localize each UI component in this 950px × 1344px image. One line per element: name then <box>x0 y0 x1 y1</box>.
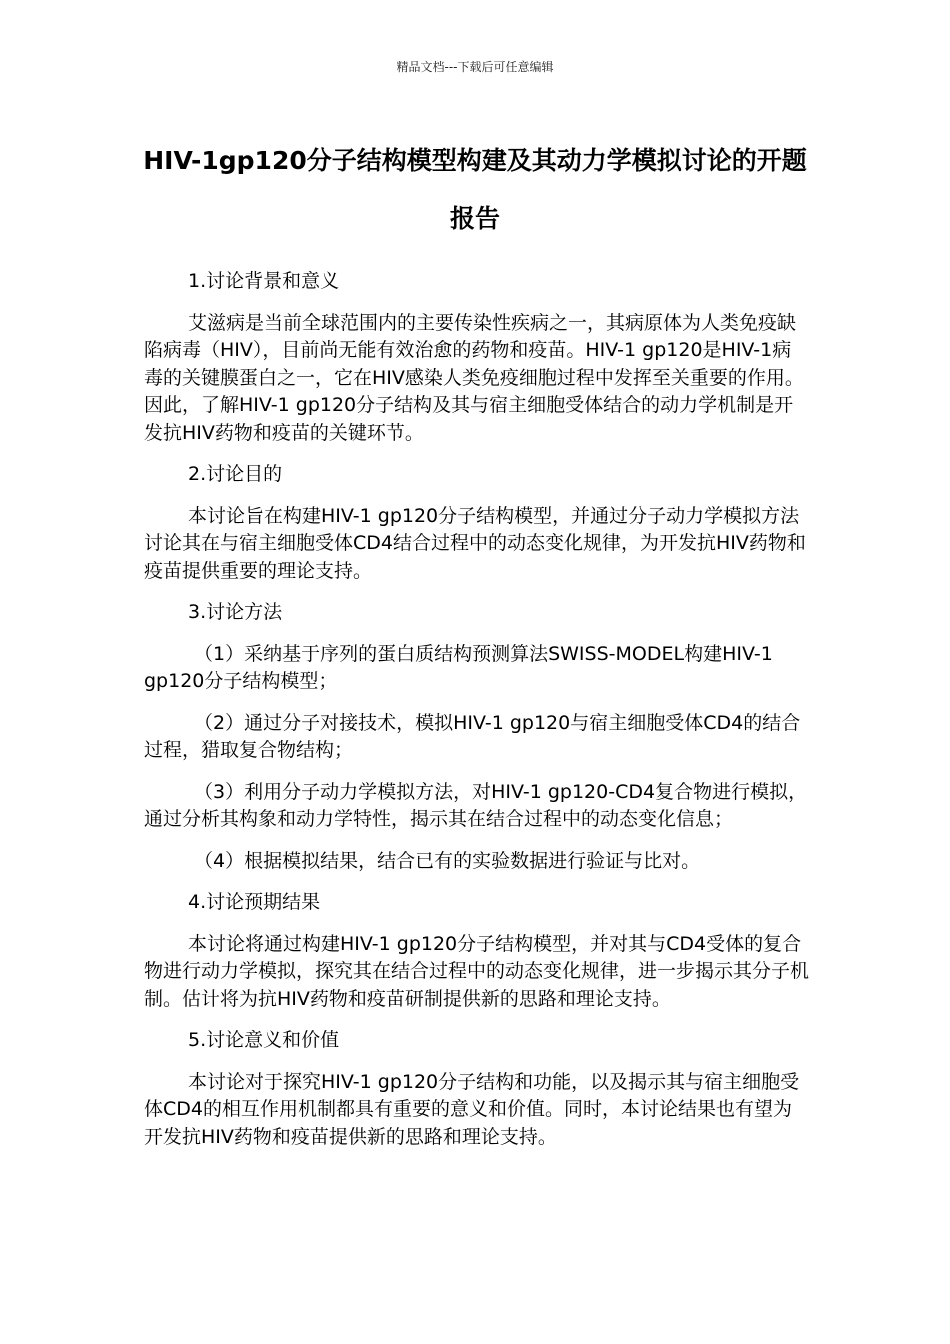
header-note: 精品文档---下载后可任意编辑 <box>396 60 554 74</box>
method-step-3: （3）利用分子动力学模拟方法，对HIV-1 gp120-CD4复合物进行模拟，通过分析其构象和动力学特性，揭示其在结合过程中的动态变化信息； <box>144 780 808 830</box>
section-paragraph-background: 艾滋病是当前全球范围内的主要传染性疾病之一，其病原体为人类免疫缺陷病毒（HIV），目前尚无能有效治愈的药物和疫苗。HIV-1 gp120是HIV-1病毒的关键膜蛋白之一，它在HIV感染人类免疫细胞过程中发挥至关重要的作用。因此，了解HIV-1 gp120分子结构及其与宿主细胞受体结合的动力学机制是开发抗HIV药物和疫苗的关键环节。 <box>144 311 804 444</box>
section-paragraph-expected-results: 本讨论将通过构建HIV-1 gp120分子结构模型，并对其与CD4受体的复合物进行动力学模拟，探究其在结合过程中的动态变化规律，进一步揭示其分子机制。估计将为抗HIV药物和疫苗研制提供新的思路和理论支持。 <box>144 932 810 1010</box>
method-step-4: （4）根据模拟结果，结合已有的实验数据进行验证与比对。 <box>194 849 701 872</box>
section-heading-purpose: 2.讨论目的 <box>188 463 283 485</box>
document-title: HIV-1gp120分子结构模型构建及其动力学模拟讨论的开题报告 <box>143 146 807 233</box>
section-paragraph-significance: 本讨论对于探究HIV-1 gp120分子结构和功能，以及揭示其与宿主细胞受体CD4的相互作用机制都具有重要的意义和价值。同时，本讨论结果也有望为开发抗HIV药物和疫苗提供新的思路和理论支持。 <box>144 1070 800 1148</box>
section-heading-significance: 5.讨论意义和价值 <box>188 1029 340 1051</box>
section-heading-expected-results: 4.讨论预期结果 <box>188 891 321 913</box>
section-heading-methods: 3.讨论方法 <box>188 601 283 623</box>
method-step-2: （2）通过分子对接技术，模拟HIV-1 gp120与宿主细胞受体CD4的结合过程，猎取复合物结构； <box>144 711 801 761</box>
method-step-1: （1）采纳基于序列的蛋白质结构预测算法SWISS-MODEL构建HIV-1 gp120分子结构模型； <box>144 642 773 692</box>
section-heading-background: 1.讨论背景和意义 <box>188 270 340 292</box>
section-paragraph-purpose: 本讨论旨在构建HIV-1 gp120分子结构模型，并通过分子动力学模拟方法讨论其在与宿主细胞受体CD4结合过程中的动态变化规律，为开发抗HIV药物和疫苗提供重要的理论支持。 <box>144 504 806 582</box>
document-body <box>144 268 810 1165</box>
